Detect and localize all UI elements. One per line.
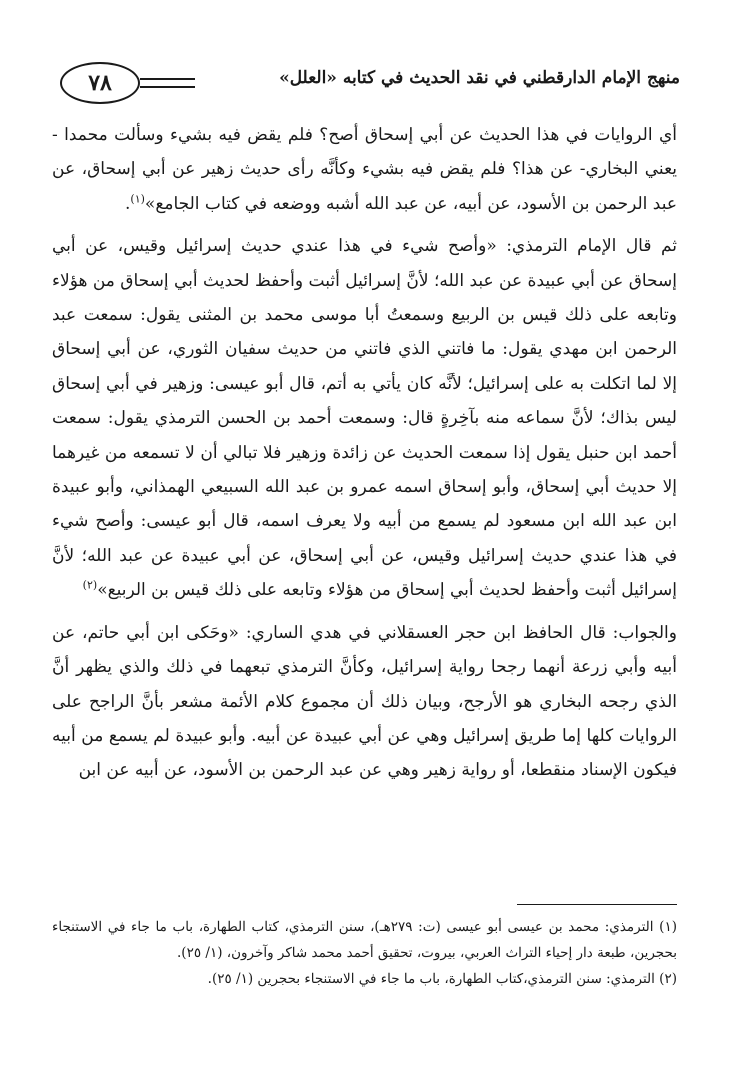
header-double-rule <box>140 78 195 88</box>
footnote: (٢) الترمذي: سنن الترمذي،كتاب الطهارة، باب ما جاء في الاستنجاء بحجرين (١/ ٢٥). <box>207 971 677 987</box>
footnote-ref: (١) <box>130 192 145 206</box>
paragraph: والجواب: قال الحافظ ابن حجر العسقلاني في هدي الساري: «وحَكى ابن أبي حاتم، عن أبيه وأبي زرعة أنهما رجحا رواية إسرائيل، وكأنَّ الترمذي تبعهما في ذلك والذي يظهر أنَّ الذي رجحه البخاري هو الأرجح، وبيان ذلك أن مجموع كلام الأئمة مشعر بأنَّ الراجح على الروايات كلها إما طريق إسرائيل وهي عن أبي عبيدة عن أبيه. وأبو عبيدة لم يسمع من أبيه فيكون الإسناد منقطعا، أو رواية زهير وهي عن عبد الرحمن بن الأسود، عن أبيه عن ابن <box>52 622 677 781</box>
footnote: (١) الترمذي: محمد بن عيسى أبو عيسى (ت: ٢٧٩هـ)، سنن الترمذي، كتاب الطهارة، باب ما جاء في الاستنجاء بحجرين، طبعة دار إحياء التراث العربي، بيروت، تحقيق أحمد محمد شاكر وآخرون، (١/ ٢٥). <box>52 919 677 961</box>
page-number: ٧٨ <box>60 62 140 104</box>
main-text <box>52 118 677 788</box>
paragraph: أي الروايات في هذا الحديث عن أبي إسحاق أصح؟ فلم يقض فيه بشيء وسألت محمدا - يعني البخاري- عن هذا؟ فلم يقض فيه بشيء وكأنَّه رأى حديث زهير عن أبي إسحاق، عن عبد الرحمن بن الأسود، عن أبيه، عن عبد الله أشبه ووضعه في كتاب الجامع»$^{(١)}$. <box>52 125 677 214</box>
page-header <box>60 62 680 112</box>
footnotes <box>52 914 677 992</box>
footnote-ref: (٢) <box>82 578 98 592</box>
paragraph: ثم قال الإمام الترمذي: «وأصح شيء في هذا عندي حديث إسرائيل وقيس، عن أبي إسحاق عن أبي عبيدة عن عبد الله؛ لأنَّ إسرائيل أثبت وأحفظ لحديث أبي إسحاق من هؤلاء وتابعه على ذلك قيس بن الربيع وسمعتُ أبا موسى محمد بن المثنى يقول: سمعت عبد الرحمن ابن مهدي يقول: ما فاتني الذي فاتني من حديث سفيان الثوري، عن أبي إسحاق إلا لما اتكلت به على إسرائيل؛ لأنَّه كان يأتي به أتم، قال أبو عيسى: وزهير في أبي إسحاق ليس بذاك؛ لأنَّ سماعه منه بآخِرةٍ قال: وسمعت أحمد بن الحسن الترمذي يقول: سمعت أحمد ابن حنبل يقول إذا سمعت الحديث عن زائدة وزهير فلا تبالي أن لا تسمعه من غيرهما إلا حديث أبي إسحاق، وأبو إسحاق اسمه عمرو بن عبد الله السبيعي الهمذاني، وأبو عبيدة ابن عبد الله ابن مسعود لم يسمع من أبيه ولا يعرف اسمه، قال أبو عيسى: وأصح شيء في هذا عندي حديث إسرائيل وقيس، عن أبي إسحاق، عن أبي عبيدة عن عبد الله؛ لأنَّ إسرائيل أثبت وأحفظ لحديث أبي إسحاق من هؤلاء وتابعه على ذلك قيس بن الربيع»$^{(٢)}$ <box>52 236 677 601</box>
running-title: منهج الإمام الدارقطني في نقد الحديث في كتابه «العلل» <box>279 68 680 88</box>
footnote-separator <box>517 904 677 905</box>
